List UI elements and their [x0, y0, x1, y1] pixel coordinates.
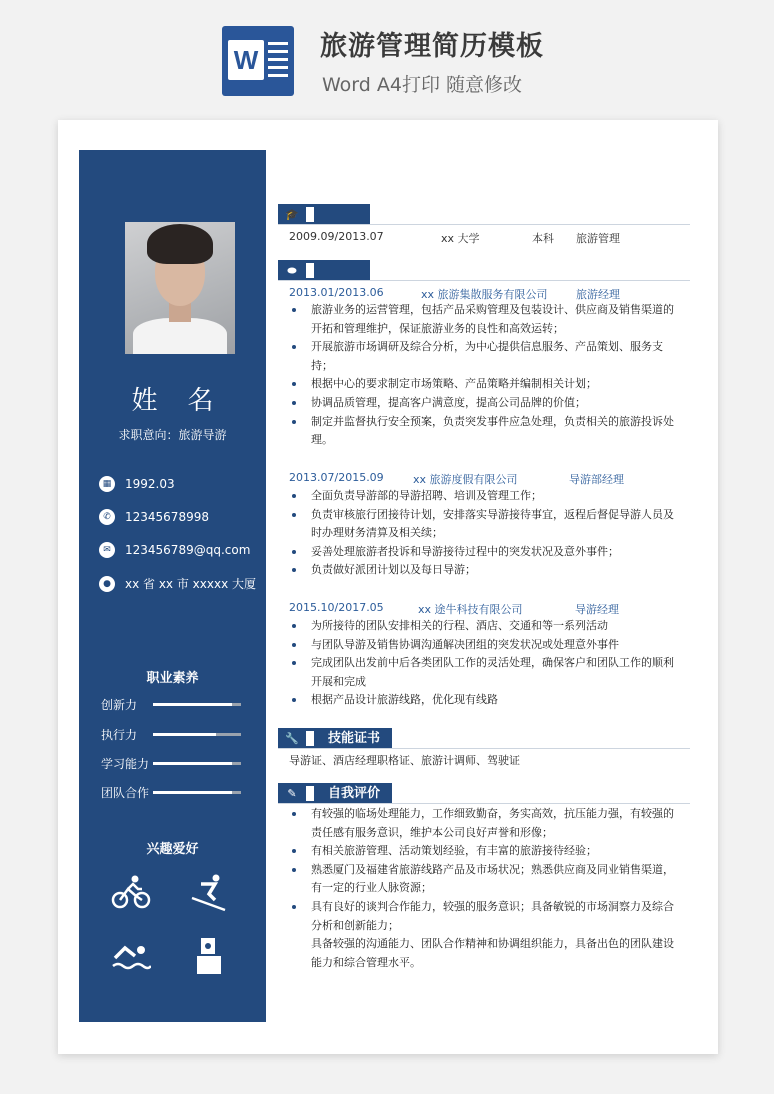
cycling-icon — [111, 872, 151, 912]
list-item: 具备较强的沟通能力、团队合作精神和协调组织能力，具备出色的团队建设能力和综合管理水平。 — [311, 937, 674, 969]
list-item: 妥善处理旅游者投诉和导游接待过程中的突发状况及意外事件； — [289, 543, 681, 562]
calendar-icon: ▦ — [99, 476, 115, 492]
list-item: 与团队导游及销售协调沟通解决团组的突发状况或处理意外事件 — [289, 636, 681, 655]
contact-email: ✉ 123456789@qq.com — [99, 542, 259, 558]
word-logo-letter: W — [228, 40, 264, 80]
list-item: 旅游业务的运营管理，包括产品采购管理及包装设计、供应商及销售渠道的开拓和管理维护，保证旅游业务的良性和高效运转； — [289, 301, 681, 338]
job-duties — [289, 301, 681, 450]
list-item: 具有良好的谈判合作能力，较强的服务意识；具备敏锐的市场洞察力及综合分析和创新能力； — [289, 898, 681, 935]
list-item: 有较强的临场处理能力，工作细致勤奋，务实高效，抗压能力强，有较强的责任感有服务意识，维护本公司良好声誉和形像； — [289, 805, 681, 842]
cert-list: 导游证、酒店经理职格证、旅游计调师、驾驶证 — [289, 754, 520, 767]
job-duties — [289, 617, 681, 710]
list-item: 根据产品设计旅游线路，优化现有线路 — [289, 691, 681, 710]
job-duties — [289, 487, 681, 580]
skills-heading: 职业素养 — [146, 671, 199, 686]
divider — [278, 803, 690, 804]
top-banner — [0, 0, 774, 110]
candidate-name: 姓名 — [131, 386, 244, 416]
work-section-title — [278, 260, 370, 281]
divider — [278, 280, 690, 281]
mail-icon: ✉ — [99, 542, 115, 558]
banner-title: 旅游管理简历模板 — [320, 31, 544, 62]
hobbies-heading: 兴趣爱好 — [146, 842, 199, 857]
list-item: 熟悉厦门及福建省旅游线路产品及市场状况；熟悉供应商及同业销售渠道，有一定的行业人脉资源； — [289, 861, 681, 898]
cert-section-title: 🔧 技能证书 — [278, 728, 392, 749]
divider — [278, 224, 690, 225]
self-eval-section-title: ✎ 自我评价 — [278, 783, 392, 804]
swimming-icon — [111, 936, 151, 976]
self-eval-list — [289, 805, 681, 972]
list-item: 根据中心的要求制定市场策略、产品策略并编制相关计划； — [289, 375, 681, 394]
graduation-cap-icon: 🎓 — [278, 204, 306, 225]
pencil-icon: ✎ — [278, 783, 306, 804]
divider — [278, 748, 690, 749]
list-item: 全面负责导游部的导游招聘、培训及管理工作； — [289, 487, 681, 506]
banner-subtitle: Word A4打印 随意修改 — [322, 74, 523, 96]
list-item: 负责做好派团计划以及每日导游； — [289, 561, 681, 580]
job-intent: 求职意向：旅游导游 — [118, 428, 227, 442]
location-icon: ● — [99, 576, 115, 592]
skiing-icon — [189, 872, 229, 912]
phone-icon: ✆ — [99, 509, 115, 525]
list-item: 完成团队出发前中后各类团队工作的灵活处理，确保客户和团队工作的顺利开展和完成 — [289, 654, 681, 691]
reading-icon — [189, 936, 229, 976]
contact-phone: ✆ 12345678998 — [99, 509, 259, 525]
avatar — [125, 222, 235, 354]
sidebar: 姓名 求职意向：旅游导游 ▦ 1992.03 ✆ 12345678998 ✉ 123456789@qq.com ● xx 省 xx 市 xxxxx 大厦 职业素养 创新力 执行力 学习能力 团队合作 兴趣爱好 — [79, 150, 266, 1022]
list-item: 协调品质管理，提高客户满意度，提高公司品牌的价值； — [289, 394, 681, 413]
list-item: 开展旅游市场调研及综合分析，为中心提供信息服务、产品策划、服务支持； — [289, 338, 681, 375]
mouse-icon: ⬬ — [278, 260, 306, 281]
list-item: 有相关旅游管理、活动策划经验，有丰富的旅游接待经验； — [289, 842, 681, 861]
contact-birth: ▦ 1992.03 — [99, 476, 259, 492]
resume-page: 姓名 求职意向：旅游导游 ▦ 1992.03 ✆ 12345678998 ✉ 123456789@qq.com ● xx 省 xx 市 xxxxx 大厦 职业素养 创新力 执行力 学习能力 团队合作 兴趣爱好 🎓 2009.09/2013.07 xx 大学 本科 旅游管理 ⬬ 2013.01/2013.06 xx 旅游集散服务有限公司 旅游经理 旅游业务的运营管理，包括产品采购管理及包装设计、供应商及销售渠道的开拓和管理维护，保证旅游业务的良性和高效运转； 开展旅游市场调研及综合分析，为中心提供信息服务、产品策划、服务支持； 根据中心的要求制定市场策略、产品策略并编制相关计划； 协调品质管理，提高客户满意度，提高公司品牌的价值； 制定并监督执行安全预案，负责突发事件应急处理，负责相关的旅游投诉处理。 2013.07/2015.09 xx 旅游度假有限公司 导游部经理 全面负责导游部的导游招聘、培训及管理工作； 负责审核旅行团接待计划，安排落实导游接待事宜，返程后督促导游人员及时办理财务清算及相关续； 妥善处理旅游者投诉和导游接待过程中的突发状况及意外事件； 负责做好派团计划以及每日导游； 2015.10/2017.05 xx 途牛科技有限公司 导游经理 为所接待的团队安排相关的行程、酒店、交通和等一系列活动 与团队导游及销售协调沟通解决团组的突发状况或处理意外事件 完成团队出发前中后各类团队工作的灵活处理，确保客户和团队工作的顺利开展和完成 根据产品设计旅游线路，优化现有线路 🔧 技能证书 导游证、酒店经理职格证、旅游计调师、驾驶证 ✎ 自我评价 有较强的临场处理能力，工作细致勤奋，务实高效，抗压能力强，有较强的责任感有服务意识，维护本公司良好声誉和形像； 有相关旅游管理、活动策划经验，有丰富的旅游接待经验； 熟悉厦门及福建省旅游线路产品及市场状况；熟悉供应商及同业销售渠道，有一定的行业人脉资源； 具有良好的谈判合作能力，较强的服务意识；具备敏锐的市场洞察力及综合分析和创新能力； 具备较强的沟通能力、团队合作精神和协调组织能力，具备出色的团队建设能力和综合管理水平。 — [58, 120, 718, 1054]
word-logo-icon — [222, 26, 294, 96]
list-item: 负责审核旅行团接待计划，安排落实导游接待事宜，返程后督促导游人员及时办理财务清算及相关续； — [289, 506, 681, 543]
list-item: 为所接待的团队安排相关的行程、酒店、交通和等一系列活动 — [289, 617, 681, 636]
wrench-icon: 🔧 — [278, 728, 306, 749]
list-item: 制定并监督执行安全预案，负责突发事件应急处理，负责相关的旅游投诉处理。 — [289, 413, 681, 450]
education-section-title — [278, 204, 370, 225]
contact-address: ● xx 省 xx 市 xxxxx 大厦 — [99, 575, 259, 592]
